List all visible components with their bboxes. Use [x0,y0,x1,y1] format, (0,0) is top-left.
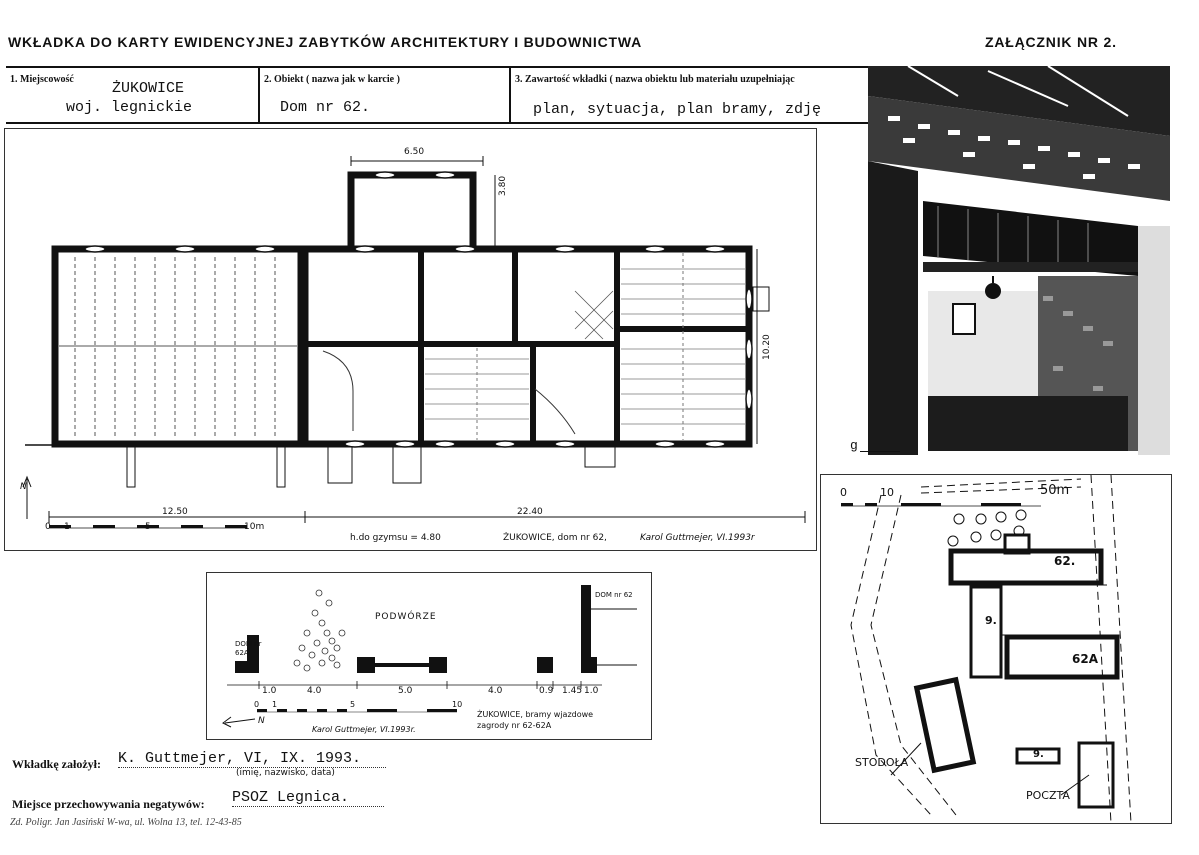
yard-label: PODWÓRZE [375,612,437,622]
gate-caption-2: zagrody nr 62-62A [477,721,552,730]
gate-dim-5: 0.9 [539,686,554,696]
gate-dim-2: 4.0 [307,686,322,696]
building-9b-label: 9. [1033,749,1044,760]
interior-photo-svg [868,66,1170,455]
scale-0: 0 [45,522,51,532]
gate-north-label: N [258,716,265,726]
gate-author: Karol Guttmejer, VI.1993r. [312,725,416,734]
floor-plan-caption-place: ŻUKOWICE, dom nr 62, [503,533,607,543]
dim-house-length: 22.40 [517,507,543,517]
photo-label: g [850,438,858,453]
site-scale-10: 10 [880,486,894,499]
printer-note: Zd. Poligr. Jan Jasiński W-wa, ul. Wolna 13, tel. 12-43-85 [10,817,242,828]
gate-scale-0: 0 [254,700,260,709]
gate-dim-4: 4.0 [488,686,503,696]
gate-dim-1: 1.0 [262,686,277,696]
building-9-label: 9. [985,614,997,627]
field-location-label: 1. Miejscowość [10,74,74,85]
dim-annex-depth: 3.80 [498,175,508,196]
gate-dim-7: 1.0 [584,686,599,696]
founder-label: Wkładkę założył: [12,757,101,771]
document-title: WKŁADKA DO KARTY EWIDENCYJNEJ ZABYTKÓW ARCHITEKTURY I BUDOWNICTWA [8,34,643,50]
north-label: N [20,482,27,492]
dim-house-depth: 10.20 [762,334,772,360]
scale-5: 5 [145,522,151,532]
floor-plan-caption-author: Karol Guttmejer, VI.1993r [640,533,755,543]
scale-10m: 10m [244,522,265,532]
gate-dim-6: 1.45 [562,686,583,696]
post-office-label: POCZTA [1026,789,1070,802]
field-table-top-border [6,66,868,68]
field-object-value: Dom nr 62. [280,99,371,116]
gate-caption-1: ŻUKOWICE, bramy wjazdowe [477,710,594,719]
site-plan-drawing [820,474,1172,824]
photo-label-line [860,451,900,452]
storage-label: Miejsce przechowywania negatywów: [12,797,205,811]
field-table-bottom-border [6,122,868,124]
field-object-label: 2. Obiekt ( nazwa jak w karcie ) [264,74,400,85]
gate-scale-5: 5 [350,700,356,709]
gate-scale-10: 10 [452,700,463,709]
building-62a-label: 62A [1072,652,1098,666]
interior-photo [868,66,1170,455]
field-divider-1 [258,66,260,123]
cornice-height: h.do gzymsu = 4.80 [350,533,441,543]
field-location-value: ŻUKOWICE [112,80,185,97]
scale-1: 1 [64,522,70,532]
building-62-label: 62. [1054,554,1076,568]
gate-dim-3: 5.0 [398,686,413,696]
floor-plan-svg [5,129,816,550]
field-divider-2 [509,66,511,123]
floor-plan-drawing [4,128,817,551]
dim-barn-length: 12.50 [162,507,188,517]
field-location-region: woj. legnickie [66,99,193,116]
site-scale-0: 0 [840,486,847,499]
site-scale-50m: 50m [1040,483,1070,498]
attachment-number: ZAŁĄCZNIK NR 2. [985,34,1117,50]
site-plan-svg [821,475,1171,823]
gate-scale-1: 1 [272,700,278,709]
founder-value: K. Guttmejer, VI, IX. 1993. [118,750,386,768]
field-contents-label: 3. Zawartość wkładki ( nazwa obiektu lub materiału uzupełniając [515,74,795,85]
annex-walls [351,175,473,249]
field-contents-value: plan, sytuacja, plan bramy, zdję [533,101,822,118]
house-62a-label: DOM nr 62A [235,640,262,657]
founder-hint: (imię, nazwisko, data) [236,768,335,778]
house-62-label: DOM nr 62 [595,591,633,599]
dim-annex-width: 6.50 [404,147,425,157]
barn-label: STODOŁA [855,756,909,769]
storage-value: PSOZ Legnica. [232,789,384,807]
